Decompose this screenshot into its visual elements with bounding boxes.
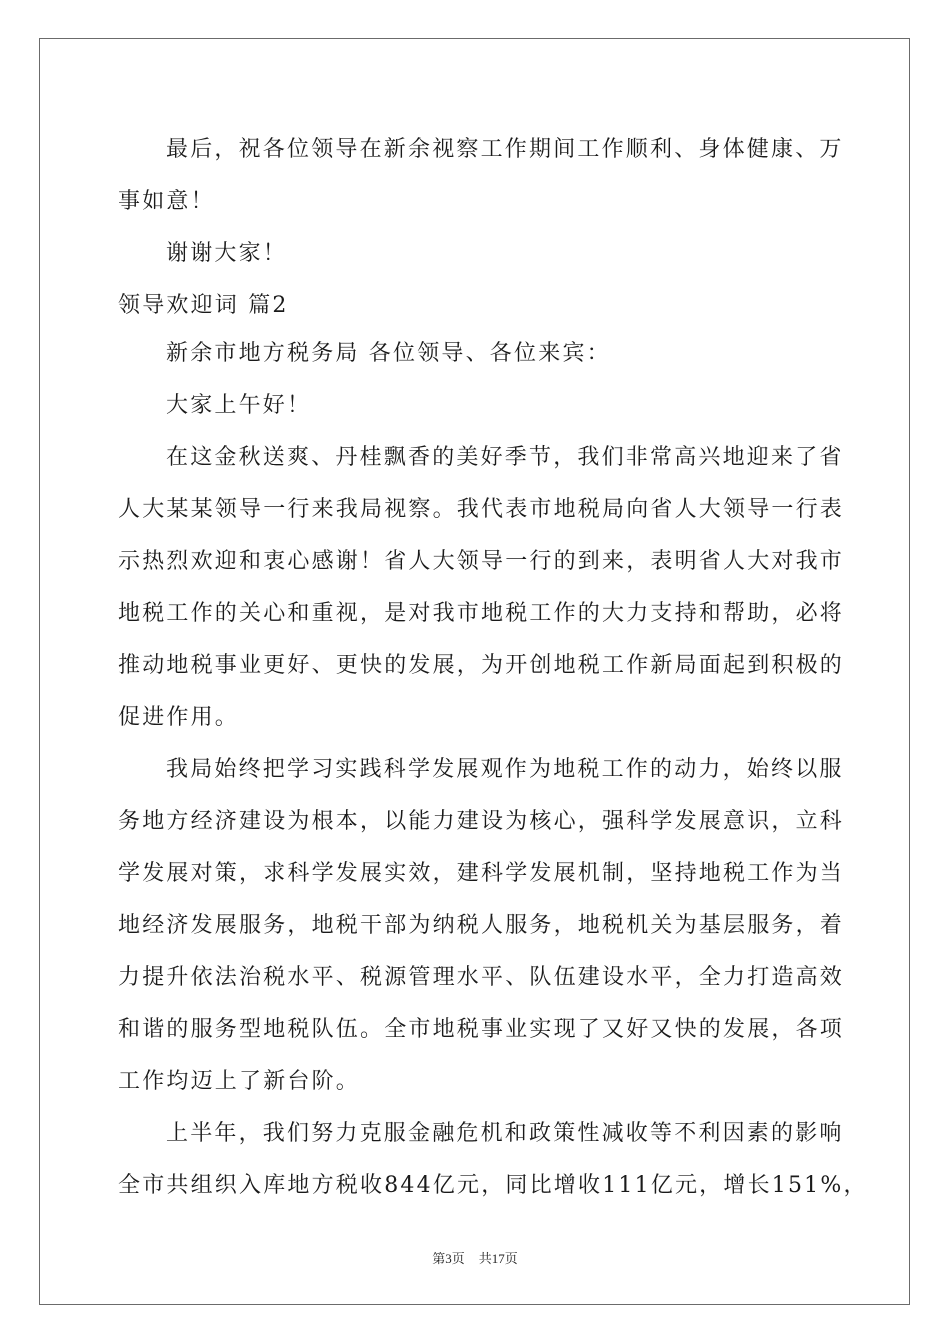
paragraph-line: 示热烈欢迎和衷心感谢！省人大领导一行的到来，表明省人大对我市 <box>118 549 845 574</box>
paragraph-line: 地税工作的关心和重视，是对我市地税工作的大力支持和帮助，必将 <box>118 601 845 626</box>
paragraph-line: 事如意！ <box>118 189 215 214</box>
paragraph-line: 促进作用。 <box>118 705 240 730</box>
paragraph-line: 上半年，我们努力克服金融危机和政策性减收等不利因素的影响 <box>166 1121 844 1146</box>
salutation-line: 新余市地方税务局 各位领导、各位来宾： <box>166 341 611 366</box>
page-total: 共17页 <box>478 1251 518 1266</box>
greeting-line: 大家上午好！ <box>166 393 312 418</box>
paragraph-line: 力提升依法治税水平、税源管理水平、队伍建设水平，全力打造高效 <box>118 965 845 990</box>
page-footer <box>0 1248 950 1267</box>
paragraph-line: 推动地税事业更好、更快的发展，为开创地税工作新局面起到积极的 <box>118 653 845 678</box>
paragraph-line: 最后，祝各位领导在新余视察工作期间工作顺利、身体健康、万 <box>166 137 844 162</box>
paragraph-line: 学发展对策，求科学发展实效，建科学发展机制，坚持地税工作为当 <box>118 861 845 886</box>
paragraph-line: 在这金秋送爽、丹桂飘香的美好季节，我们非常高兴地迎来了省 <box>166 445 844 470</box>
section-heading: 领导欢迎词 篇2 <box>118 293 289 318</box>
page-number: 第3页 <box>432 1251 465 1266</box>
paragraph-line: 全市共组织入库地方税收844亿元，同比增收111亿元，增长151%， <box>118 1173 868 1198</box>
paragraph-line: 务地方经济建设为根本，以能力建设为核心，强科学发展意识，立科 <box>118 809 845 834</box>
paragraph-line: 和谐的服务型地税队伍。全市地税事业实现了又好又快的发展，各项 <box>118 1017 845 1042</box>
paragraph-line: 谢谢大家！ <box>166 241 288 266</box>
document-body <box>118 128 868 1216</box>
paragraph-line: 工作均迈上了新台阶。 <box>118 1069 361 1094</box>
paragraph-line: 地经济发展服务，地税干部为纳税人服务，地税机关为基层服务，着 <box>118 913 845 938</box>
paragraph-line: 人大某某领导一行来我局视察。我代表市地税局向省人大领导一行表 <box>118 497 845 522</box>
paragraph-line: 我局始终把学习实践科学发展观作为地税工作的动力，始终以服 <box>166 757 844 782</box>
